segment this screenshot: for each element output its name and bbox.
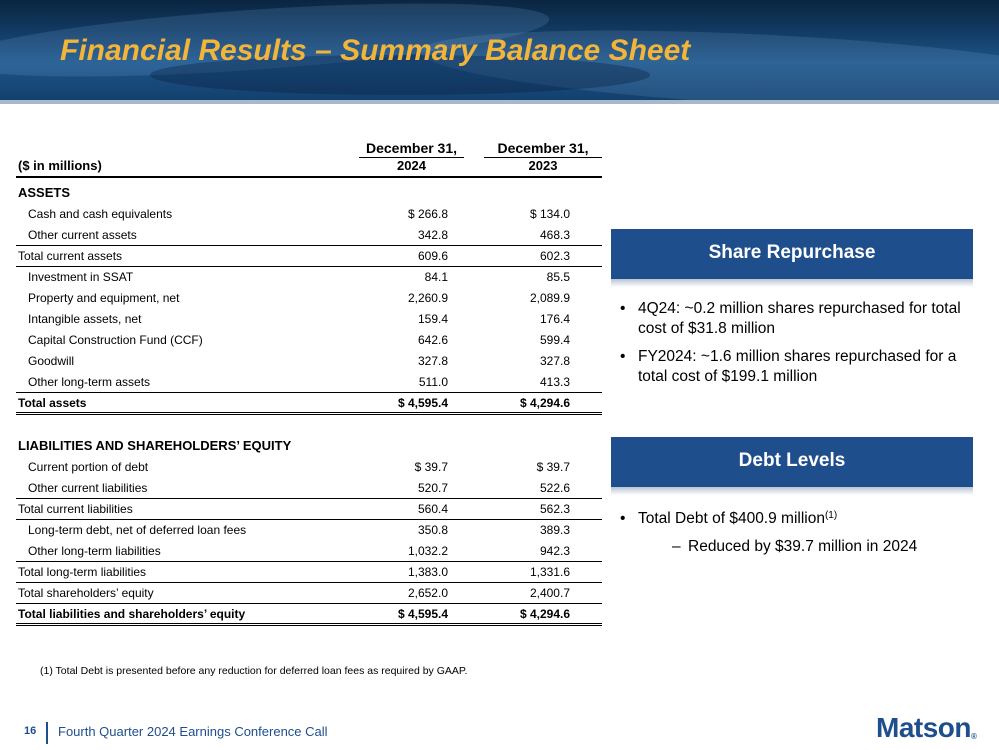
footer-divider: [46, 722, 48, 744]
matson-logo: [876, 712, 976, 744]
table-row: [16, 225, 602, 246]
table-row: [16, 267, 602, 288]
value-2023: 327.8: [539, 354, 570, 368]
value-2024: 2,652.0: [407, 586, 448, 600]
value-2023: 389.3: [539, 523, 570, 537]
value-2024: 642.6: [417, 333, 448, 347]
row-label: Investment in SSAT: [28, 270, 134, 284]
value-2024: $ 266.8: [407, 207, 448, 221]
col-2023-header-year: 2023: [528, 158, 558, 173]
row-label: Cash and cash equivalents: [28, 207, 173, 221]
row-label: Long-term debt, net of deferred loan fees: [28, 523, 247, 537]
registered-mark: ®: [971, 732, 977, 741]
value-2023: 85.5: [546, 270, 570, 284]
total-debt-text: Total Debt of $400.9 million: [638, 510, 825, 527]
value-2024: 520.7: [417, 481, 448, 495]
debt-levels-bullets: [620, 509, 970, 557]
value-2024: 609.6: [417, 249, 448, 263]
table-row: [16, 604, 602, 626]
value-2023: 2,089.9: [529, 291, 570, 305]
value-2024: $ 39.7: [414, 460, 448, 474]
table-row: [16, 457, 602, 478]
row-label: Property and equipment, net: [28, 291, 180, 305]
row-label: Total current liabilities: [18, 502, 133, 516]
header-divider: [0, 100, 999, 104]
value-2023: 413.3: [539, 375, 570, 389]
value-2024: 2,260.9: [407, 291, 448, 305]
col-2024-header-top: December 31,: [359, 140, 464, 158]
footer-text: Fourth Quarter 2024 Earnings Conference Call: [58, 724, 328, 739]
page-title: Financial Results – Summary Balance Sheet: [60, 34, 691, 67]
table-row: [16, 204, 602, 225]
logo-text: Matson: [876, 712, 971, 743]
col-2023-header-top: December 31,: [484, 140, 602, 158]
list-item: • 4Q24: ~0.2 million shares repurchased for total cost of $31.8 million: [620, 299, 970, 339]
liabilities-heading: LIABILITIES AND SHAREHOLDERS’ EQUITY: [18, 438, 292, 453]
col-2024-header-year: 2024: [397, 158, 426, 173]
unit-label: ($ in millions): [18, 158, 102, 173]
value-2024: 327.8: [417, 354, 448, 368]
table-row: [16, 246, 602, 267]
table-row: [16, 309, 602, 330]
row-label: Total shareholders’ equity: [18, 586, 154, 600]
value-2024: 84.1: [424, 270, 448, 284]
table-row: [16, 351, 602, 372]
list-item: • FY2024: ~1.6 million shares repurchased for a total cost of $199.1 million: [620, 347, 970, 387]
footnote: (1) Total Debt is presented before any reduction for deferred loan fees as required by GAAP.: [40, 665, 468, 677]
value-2023: 562.3: [539, 502, 570, 516]
value-2023: 1,331.6: [529, 565, 570, 579]
row-label: Other long-term liabilities: [28, 544, 161, 558]
table-row: [16, 393, 602, 415]
list-item: [620, 509, 970, 529]
row-label: Total current assets: [18, 249, 123, 263]
value-2023: 599.4: [539, 333, 570, 347]
value-2023: 942.3: [539, 544, 570, 558]
row-label: Capital Construction Fund (CCF): [28, 333, 203, 347]
page-number: 16: [24, 725, 37, 737]
debt-levels-heading: Debt Levels: [611, 437, 973, 487]
value-2024: $ 4,595.4: [397, 396, 448, 410]
value-2024: 159.4: [417, 312, 448, 326]
assets-heading: ASSETS: [18, 185, 71, 200]
value-2023: 468.3: [539, 228, 570, 242]
row-label: Other current liabilities: [28, 481, 148, 495]
sub-list-item: – Reduced by $39.7 million in 2024: [620, 537, 970, 557]
value-2023: $ 134.0: [529, 207, 570, 221]
row-label: Goodwill: [28, 354, 75, 368]
row-label: Intangible assets, net: [28, 312, 142, 326]
share-repurchase-heading: Share Repurchase: [611, 229, 973, 279]
row-label: Total liabilities and shareholders’ equity: [18, 607, 246, 621]
value-2023: 2,400.7: [529, 586, 570, 600]
table-row: [16, 520, 602, 541]
value-2024: 511.0: [418, 375, 448, 389]
value-2024: 350.8: [417, 523, 448, 537]
table-row: [16, 583, 602, 604]
row-label: Total assets: [18, 396, 87, 410]
value-2024: 1,032.2: [407, 544, 448, 558]
value-2023: 602.3: [539, 249, 570, 263]
row-label: Other long-term assets: [28, 375, 151, 389]
share-repurchase-bullets: [620, 299, 970, 395]
table-header-row: [16, 156, 602, 178]
row-label: Total long-term liabilities: [18, 565, 147, 579]
table-row: [16, 478, 602, 499]
row-label: Current portion of debt: [28, 460, 149, 474]
value-2023: 522.6: [539, 481, 570, 495]
table-row: [16, 372, 602, 393]
table-row: [16, 288, 602, 309]
value-2023: 176.4: [539, 312, 570, 326]
value-2024: $ 4,595.4: [397, 607, 448, 621]
row-label: Other current assets: [28, 228, 137, 242]
table-row: [16, 330, 602, 351]
table-row: [16, 499, 602, 520]
value-2023: $ 4,294.6: [519, 396, 570, 410]
table-row: [16, 541, 602, 562]
table-row: [16, 562, 602, 583]
value-2024: 1,383.0: [407, 565, 448, 579]
footnote-marker: (1): [824, 510, 838, 521]
value-2024: 342.8: [417, 228, 448, 242]
value-2023: $ 39.7: [536, 460, 570, 474]
value-2024: 560.4: [417, 502, 448, 516]
value-2023: $ 4,294.6: [519, 607, 570, 621]
